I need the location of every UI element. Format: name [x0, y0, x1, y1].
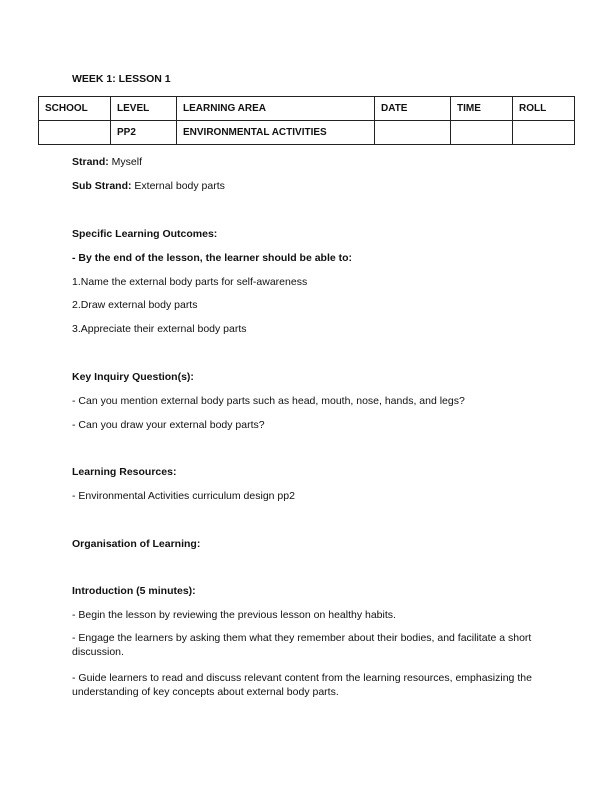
list-item: - Can you draw your external body parts?: [72, 419, 265, 431]
cell-level: PP2: [111, 121, 177, 145]
list-item: 3.Appreciate their external body parts: [72, 323, 247, 335]
strand-label: Strand:: [72, 156, 109, 168]
cell-school: [39, 121, 111, 145]
cell-learning-area: ENVIRONMENTAL ACTIVITIES: [177, 121, 375, 145]
strand-value: Myself: [108, 156, 143, 168]
sub-strand-label: Sub Strand:: [72, 180, 132, 192]
list-item: 2.Draw external body parts: [72, 299, 198, 311]
header-learning-area: LEARNING AREA: [177, 97, 375, 121]
cell-roll: [513, 121, 575, 145]
cell-time: [451, 121, 513, 145]
cell-date: [375, 121, 451, 145]
organisation-heading: Organisation of Learning:: [72, 538, 201, 550]
header-roll: ROLL: [513, 97, 575, 121]
list-item: - Environmental Activities curriculum design pp2: [72, 490, 295, 502]
header-level: LEVEL: [111, 97, 177, 121]
header-date: DATE: [375, 97, 451, 121]
sub-strand-value: External body parts: [131, 180, 225, 192]
header-time: TIME: [451, 97, 513, 121]
list-item: - Can you mention external body parts such as head, mouth, nose, hands, and legs?: [72, 395, 465, 407]
introduction-heading: Introduction (5 minutes):: [72, 585, 196, 597]
list-item: - Begin the lesson by reviewing the previous lesson on healthy habits.: [72, 609, 396, 621]
sub-strand-line: [72, 179, 542, 193]
list-item: - Guide learners to read and discuss relevant content from the learning resources, emphasizing the understanding of key concepts about external body parts.: [72, 672, 532, 698]
table-row: [39, 121, 575, 145]
outcomes-intro: - By the end of the lesson, the learner should be able to:: [72, 252, 353, 264]
table-header-row: [39, 97, 575, 121]
outcomes-heading: Specific Learning Outcomes:: [72, 228, 218, 240]
list-item: - Engage the learners by asking them what they remember about their bodies, and facilitate a short discussion.: [72, 632, 532, 658]
inquiry-heading: Key Inquiry Question(s):: [72, 371, 194, 383]
resources-heading: Learning Resources:: [72, 466, 177, 478]
header-school: SCHOOL: [39, 97, 111, 121]
lesson-info-table: [38, 96, 575, 145]
list-item: 1.Name the external body parts for self-awareness: [72, 276, 308, 288]
strand-line: [72, 155, 542, 169]
week-lesson-heading: WEEK 1: LESSON 1: [72, 73, 171, 85]
